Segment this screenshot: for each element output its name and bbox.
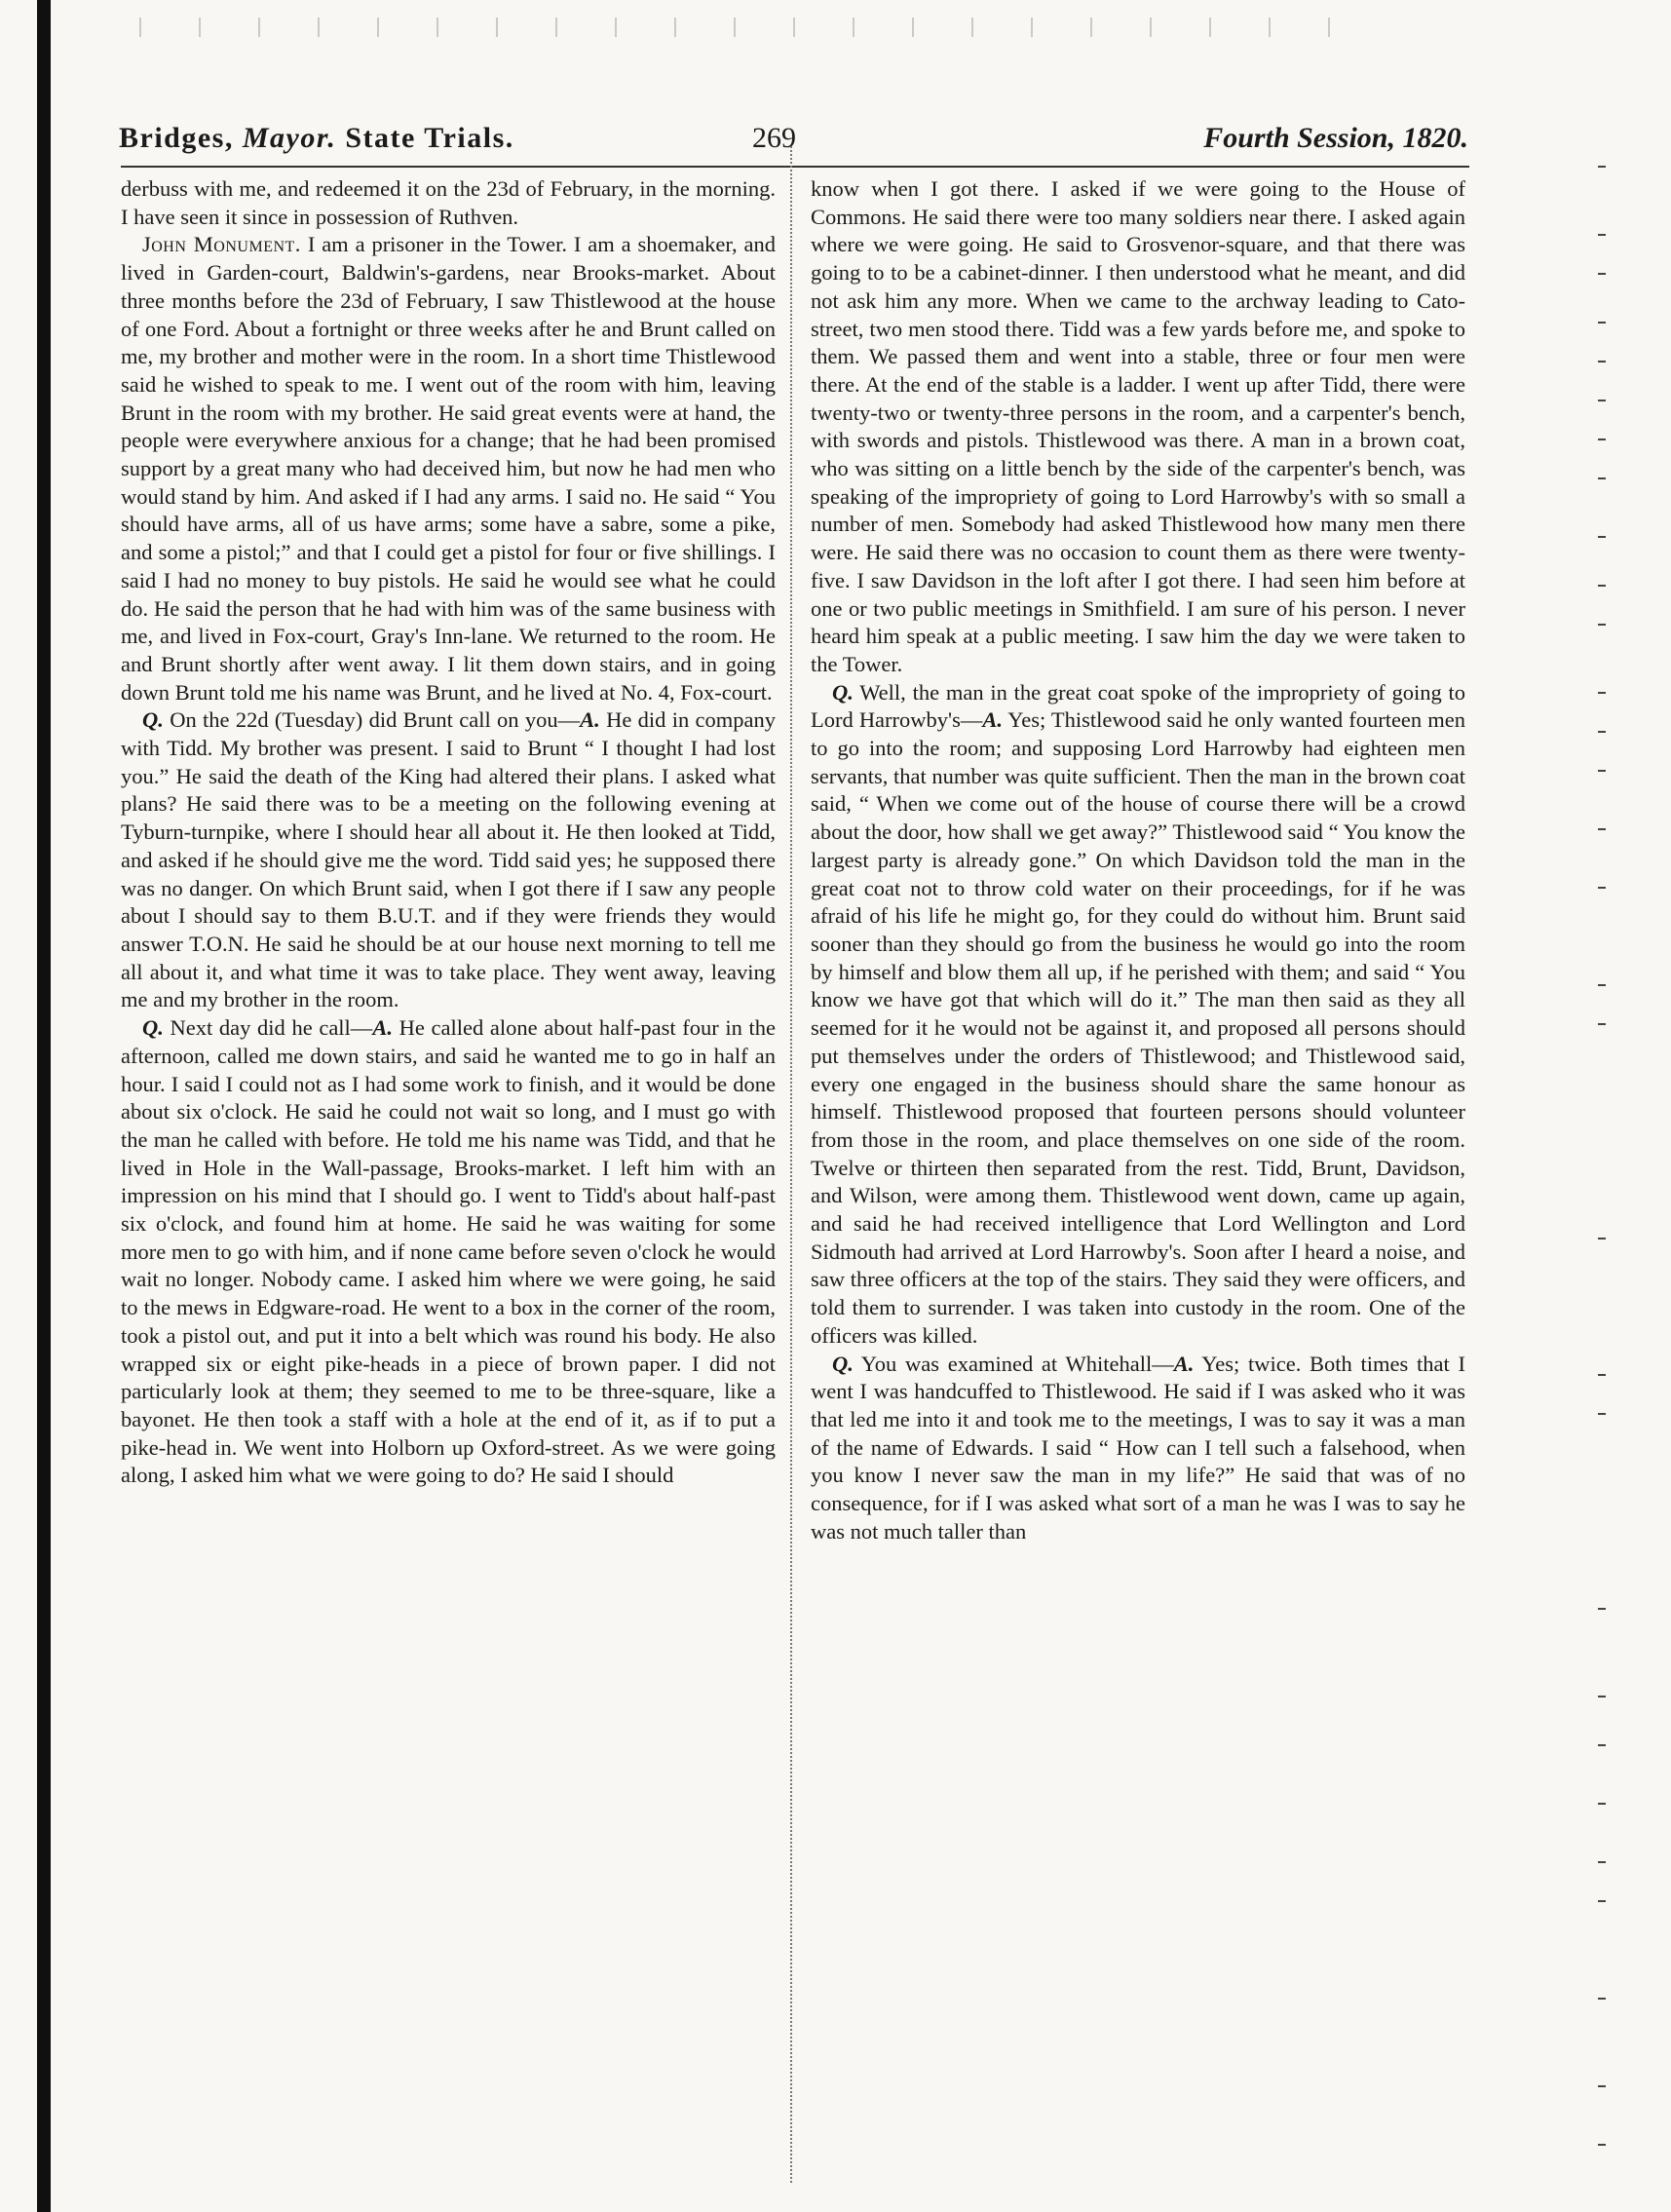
- qa-marker: Q.: [832, 679, 854, 705]
- column-divider: [790, 146, 793, 2183]
- paragraph-text: derbuss with me, and redeemed it on the 23d of February, in the morning. I have seen it since in possession of Ruthven.: [121, 176, 776, 229]
- right-column: [811, 175, 1465, 2163]
- paragraph-text: Yes; twice. Both times that I went I was handcuffed to Thistlewood. He said if I was asked who it was that led me into it and took me to the meetings, I was to say it was a man of the name of Edwards. I said “ How can I tell such a falsehood, when you know I never saw the man in my life?” He said that was of no consequence, for if I was asked what sort of a man he was I was to say he was not much taller than: [811, 1351, 1465, 1544]
- qa-marker: Q.: [142, 707, 164, 733]
- margin-tick: [1598, 1608, 1606, 1610]
- paragraph: [811, 1351, 1465, 1546]
- qa-marker: A.: [982, 707, 1003, 733]
- margin-tick: [1598, 1803, 1606, 1805]
- margin-tick: [1598, 400, 1606, 401]
- header-role: Mayor.: [242, 122, 337, 154]
- page-spine-shadow: [37, 0, 51, 2212]
- margin-tick: [1598, 1861, 1606, 1863]
- paragraph: [121, 231, 776, 706]
- margin-tick: [1598, 1023, 1606, 1025]
- paragraph-text: He called alone about half-past four in the afternoon, called me down stairs, and said he wanted me to go in half an hour. I said I could not as I had some work to finish, and it would be done about six o'clock. He said he could not wait so long, and I must go with the man he called with before. He told me his name was Tidd, and that he lived in Hole in the Wall-passage, Brooks-market. I left him with an impression on his mind that I should go. I went to Tidd's about half-past six o'clock, and found him at home. He said he was waiting for some more men to go with him, and if none came before seven o'clock he would wait no longer. Nobody came. I asked him where we were going, he said to the mews in Edgware-road. He went to a box in the corner of the room, took a pistol out, and put it into a belt which was round his body. He also wrapped six or eight pike-heads in a piece of brown paper. I did not particularly look at them; they seemed to me to be three-square, like a bayonet. He then took a staff with a hole at the end of it, as if to put a pike-head in. We went into Holborn up Oxford-street. As we were going along, I asked him what we were going to do? He said I should: [121, 1015, 776, 1488]
- page-number: 269: [752, 122, 796, 154]
- margin-tick: [1598, 731, 1606, 733]
- margin-marks: [1598, 146, 1637, 2193]
- paragraph: [811, 679, 1465, 1351]
- margin-tick: [1598, 273, 1606, 275]
- margin-tick: [1598, 1998, 1606, 2000]
- qa-marker: A.: [372, 1015, 393, 1041]
- qa-marker: A.: [1173, 1351, 1195, 1376]
- paragraph-text: Next day did he call—: [163, 1015, 373, 1041]
- header-left: [119, 119, 514, 158]
- margin-tick: [1598, 828, 1606, 830]
- margin-tick: [1598, 624, 1606, 626]
- margin-tick: [1598, 2144, 1606, 2146]
- margin-tick: [1598, 166, 1606, 168]
- margin-tick: [1598, 536, 1606, 538]
- speaker-name: John Monument.: [142, 232, 301, 257]
- margin-tick: [1598, 1696, 1606, 1697]
- margin-tick: [1598, 887, 1606, 889]
- margin-tick: [1598, 234, 1606, 236]
- margin-tick: [1598, 477, 1606, 479]
- scan-noise: [117, 18, 1384, 37]
- left-column: [121, 175, 776, 2163]
- paragraph-text: On the 22d (Tuesday) did Brunt call on you—: [163, 707, 581, 733]
- margin-tick: [1598, 2085, 1606, 2087]
- paragraph: [811, 175, 1465, 679]
- paragraph: [121, 175, 776, 231]
- margin-tick: [1598, 1374, 1606, 1376]
- running-header: [119, 119, 1468, 158]
- paragraph: [121, 1014, 776, 1490]
- margin-tick: [1598, 770, 1606, 772]
- header-name: Bridges,: [119, 122, 234, 154]
- paragraph: [121, 706, 776, 1014]
- header-rule: [121, 166, 1469, 168]
- header-title: State Trials.: [345, 122, 514, 154]
- margin-tick: [1598, 1413, 1606, 1415]
- paragraph-text: He did in company with Tidd. My brother was present. I said to Brunt “ I thought I had lost you.” He said the death of the King had altered their plans. I asked what plans? He said there was to be a meeting on the following evening at Tyburn-turnpike, where I should hear all about it. He then looked at Tidd, and asked if he should give me the word. Tidd said yes; he supposed there was no danger. On which Brunt said, when I got there if I saw any people about I should say to them B.U.T. and if they were friends they would answer T.O.N. He said he should be at our house next morning to tell me all about it, and what time it was to take place. They went away, leaving me and my brother in the room.: [121, 707, 776, 1012]
- margin-tick: [1598, 1744, 1606, 1746]
- paragraph-text: Yes; Thistlewood said he only wanted fourteen men to go into the room; and supposing Lord Harrowby had eighteen men servants, that number was quite sufficient. Then the man in the brown coat said, “ When we come out of the house of course there will be a crowd about the door, how shall we get away?” Thistlewood said “ You know the largest party is already gone.” On which Davidson told the man in the great coat not to throw cold water on their proceedings, for if he was afraid of his life he might go, for they could do without him. Brunt said sooner than they should go from the business he would go into the room by himself and blow them all up, if he perished with them; and said “ You know we have got that which will do it.” The man then said as they all seemed for it he would not be against it, and proposed all persons should put themselves under the orders of Thistlewood; and Thistlewood said, every one engaged in the business should share the same honour as himself. Thistlewood proposed that fourteen persons should volunteer from those in the room, and place themselves on one side of the room. Twelve or thirteen then separated from the rest. Tidd, Brunt, Davidson, and Wilson, were among them. Thistlewood went down, came up again, and said he had received intelligence that Lord Wellington and Lord Sidmouth had arrived at Lord Harrowby's. Soon after I heard a noise, and saw three officers at the top of the stairs. They said they were officers, and told them to surrender. I was taken into custody in the room. One of the officers was killed.: [811, 707, 1465, 1348]
- margin-tick: [1598, 322, 1606, 324]
- paragraph-text: Well, the man in the great coat spoke of the impropriety of going to Lord Harrowby's—: [811, 679, 1465, 733]
- margin-tick: [1598, 692, 1606, 694]
- margin-tick: [1598, 1900, 1606, 1902]
- qa-marker: Q.: [142, 1015, 164, 1041]
- paragraph-text: You was examined at Whitehall—: [853, 1351, 1174, 1376]
- qa-marker: A.: [580, 707, 600, 733]
- margin-tick: [1598, 439, 1606, 440]
- paragraph-text: know when I got there. I asked if we were going to the House of Commons. He said there were too many soldiers near there. I asked again where we were going. He said to Grosvenor-square, and that there was going to to be a cabinet-dinner. I then understood what he meant, and did not ask him any more. When we came to the archway leading to Cato-street, two men stood there. Tidd was a few yards before me, and spoke to them. We passed them and went into a stable, three or four men were there. At the end of the stable is a ladder. I went up after Tidd, there were twenty-two or twenty-three persons in the room, and a carpenter's bench, with swords and pistols. Thistlewood was there. A man in a brown coat, who was sitting on a little bench by the side of the carpenter's bench, was speaking of the impropriety of going to Lord Harrowby's with so small a number of men. Somebody had asked Thistlewood how many men there were. He said there was no occasion to count them as there were twenty-five. I saw Davidson in the loft after I got there. I had seen him before at one or two public meetings in Smithfield. I am sure of his person. I never heard him speak at a public meeting. I saw him the day we were taken to the Tower.: [811, 176, 1465, 676]
- qa-marker: Q.: [832, 1351, 854, 1376]
- margin-tick: [1598, 585, 1606, 587]
- header-session: Fourth Session, 1820.: [1203, 122, 1468, 154]
- paragraph-text: I am a prisoner in the Tower. I am a shoemaker, and lived in Garden-court, Baldwin's-gardens, near Brooks-market. About three months before the 23d of February, I saw Thistlewood at the house of one Ford. About a fortnight or three weeks after he and Brunt called on me, my brother and mother were in the room. In a short time Thistlewood said he wished to speak to me. I went out of the room with him, leaving Brunt in the room with my brother. He said great events were at hand, the people were everywhere anxious for a change; that he had been promised support by a great many who had deceived him, but now he had men who would stand by him. And asked if I had any arms. I said no. He said “ You should have arms, all of us have arms; some have a sabre, some a pike, and some a pistol;” and that I could get a pistol for four or five shillings. I said I had no money to buy pistols. He said he would see what he could do. He said the person that he had with him was of the same business with me, and lived in Fox-court, Gray's Inn-lane. We returned to the room. He and Brunt shortly after went away. I lit them down stairs, and in going down Brunt told me his name was Brunt, and he lived at No. 4, Fox-court.: [121, 232, 776, 705]
- margin-tick: [1598, 1238, 1606, 1239]
- margin-tick: [1598, 984, 1606, 986]
- margin-tick: [1598, 361, 1606, 362]
